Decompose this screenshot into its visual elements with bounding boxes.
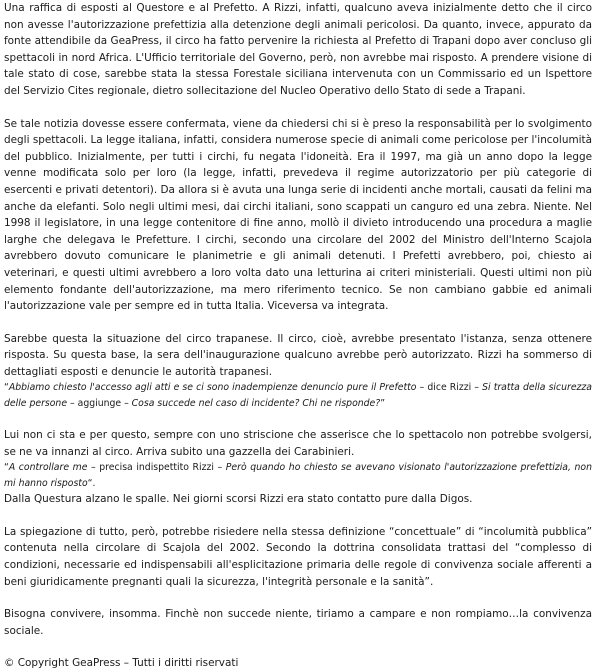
paragraph-situazione-circo: Sarebbe questa la situazione del circo trapanese. Il circo, cioè, avrebbe presentato l'istanza, senza ottenere risposta. Su questa base, la sera dell'inaugurazione qualcuno avrebbe però autorizzato. Rizzi ha sommerso di dettagliati esposti e denuncie le autorità trapanesi.	[4, 332, 592, 378]
quote-open-mark: “	[4, 382, 9, 394]
paragraph-questura: Dalla Questura alzano le spalle. Nei giorni scorsi Rizzi era stato contatto pure dalla Digos.	[4, 493, 473, 506]
quote-attribution: – aggiunge –	[67, 397, 132, 409]
quote-text: Si tratta della sicurezza delle persone	[4, 382, 593, 409]
quote-attribution: – precisa indispettito Rizzi –	[87, 462, 226, 474]
paragraph-spacer	[4, 315, 592, 331]
paragraph-spacer	[4, 639, 592, 655]
paragraph-striscione: Lui non ci sta e per questo, sempre con uno striscione che asserisce che lo spettacolo non potrebbe svolgersi, se ne va innanzi al circo. Arriva subito una gazzella dei Carabinieri.	[4, 429, 592, 458]
quote-text: Però quando ho chiesto se avevano visionato l'autorizzazione prefettizia, non mi hanno risposto	[4, 462, 592, 489]
paragraph-spacer	[4, 100, 592, 116]
paragraph-spiegazione: La spiegazione di tutto, però, potrebbe risiedere nella stessa definizione “concettuale” di “incolumità pubblica” contenuta nella circolare di Scajola del 2002. Secondo la dottrina consolidata trattasi del “complesso di condizioni, necessarie ed indispensabili all'esplicitazione primaria delle regole di convivenza sociale afferenti a beni giuridicamente pregnanti quali la sicurezza, l'integrità personale e la sanità”.	[4, 525, 592, 588]
paragraph-responsabilita: Se tale notizia dovesse essere confermata, viene da chiedersi chi si è preso la responsabilità per lo svolgimento degli spettacoli. La legge italiana, infatti, considera numerose specie di animali come pericolose per l'incolumità del pubblico. Inizialmente, per tutti i circhi, fu negata l'idoneità. Era il 1997, ma già un anno dopo la legge venne modificata solo per loro (la legge, infatti, prevedeva il regime autorizzatorio per più categorie di esercenti e privati detentori). Da allora si è avuta una lunga serie di incidenti anche mortali, causati da felini ma anche da elefanti. Solo negli ultimi mesi, dai circhi italiani, sono scappati un canguro ed una zebra. Niente. Nel 1998 il legislatore, in una legge contenitore di fine anno, mollò il divieto introducendo una procedura a maglie larghe che delegava le Prefetture. I circhi, secondo una circolare del 2002 del Ministro dell'Interno Scajola avrebbero dovuto comunicare le planimetrie e gli animali detenuti. I Prefetti avrebbero, poi, chiesto ai veterinari, e questi ultimi avrebbero a loro volta dato una letturina ai criteri ministeriali. Questi ultimi non più elemento fondante dell'autorizzazione, ma mero riferimento tecnico. Se non cambiano gabbie ed animali l'autorizzazione vale per sempre ed in tutta Italia. Viceversa va integrata.	[4, 117, 592, 313]
quote-attribution: – dice Rizzi –	[416, 382, 483, 394]
quote-close-mark: “.	[87, 477, 96, 489]
paragraph-spacer	[4, 411, 592, 427]
quote-text: A controllare me	[8, 462, 88, 474]
paragraph-esposti: Una raffica di esposti al Questore e al Prefetto. A Rizzi, infatti, qualcuno aveva inizialmente detto che il circo non avesse l'autorizzazione prefettizia alla detenzione degli animali pericolosi. Da quanto, invece, appurato da fonte attendibile da GeaPress, il circo ha fatto pervenire la richiesta al Prefetto di Trapani dopo aver concluso gli spettacoli in nord Africa. L'Ufficio territoriale del Governo, però, non avrebbe mai risposto. A prendere visione di tale stato di cose, sarebbe stata la stessa Forestale siciliana intervenuta con un Commissario ed un Ispettore del Servizio Cites regionale, dietro sollecitazione del Nucleo Operativo dello Stato di sede a Trapani.	[4, 2, 592, 97]
copyright-notice: © Copyright GeaPress – Tutti i diritti riservati	[4, 657, 239, 670]
quote-rizzi-controllo	[4, 460, 592, 491]
quote-text: Cosa succede nel caso di incidente? Chi ne risponde?	[131, 397, 381, 409]
quote-open-mark: “	[4, 462, 9, 474]
paragraph-spacer	[4, 590, 592, 606]
quote-close-mark: ”	[380, 397, 386, 409]
quote-rizzi-prefetto	[4, 380, 592, 411]
paragraph-convivere: Bisogna convivere, insomma. Finchè non succede niente, tiriamo a campare e non rompiamo…la convivenza sociale.	[4, 608, 592, 637]
paragraph-spacer	[4, 508, 592, 524]
quote-text: Abbiamo chiesto l'accesso agli atti e se ci sono inadempienze denuncio pure il Prefetto	[8, 382, 417, 394]
